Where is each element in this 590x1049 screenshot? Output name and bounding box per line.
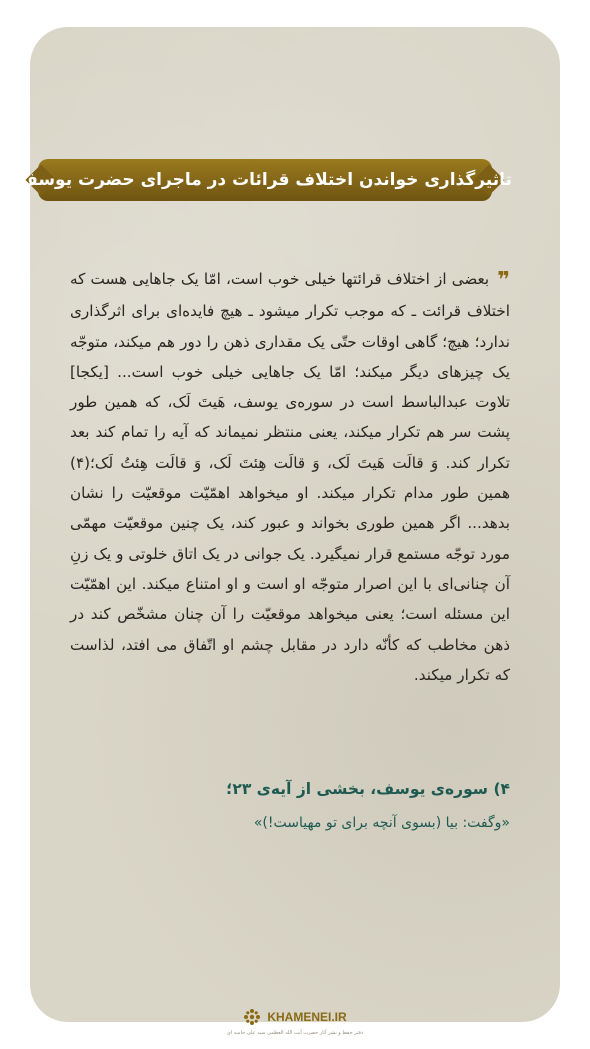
verse-reference: ۴) سوره‌ی یوسف، بخشی از آیه‌ی ۲۳؛ xyxy=(226,780,510,798)
quote-mark-icon: ❞ xyxy=(497,268,510,293)
quote-body xyxy=(70,264,510,690)
verse-translation: «وگفت: بیا (بسوی آنچه برای تو مهیاست!)» xyxy=(253,815,510,831)
page-title: تاثیرگذاری خواندن اختلاف قرائات در ماجرای حضرت یوسف xyxy=(18,170,512,190)
khamenei-logo-icon xyxy=(243,1008,261,1026)
logo-text: KHAMENEI.IR xyxy=(267,1010,347,1024)
footer xyxy=(0,1008,590,1026)
footer-subtitle: دفتر حفظ و نشر آثار حضرت آیت الله العظمی سید علی خامنه ای xyxy=(226,1030,364,1036)
quote-text: بعضی از اختلاف قرائتها خیلی خوب است، امّا یک جاهایی هست که اختلاف قرائت ـ که موجب تکرار میشود ـ هیچ فایده‌ای برای اثرگذاری ندارد؛ هیچ؛ گاهی اوقات حتّی یک مقداری ذهن را دور هم میکند، متوجّه یک چیزهای دیگر میکند؛ امّا یک جاهایی خیلی خوب است... [یکجا] تلاوت عبدالباسط است در سوره‌ی یوسف، هَیتَ لَک، که همین طور پشت سر هم تکرار میکند، یعنی منتظر نمیماند که آیه را تمام کند بعد تکرار کند. وَ قالَت هَیتَ لَک، وَ قالَت هِئتَ لَک، وَ قالَت هِئتُ لَک؛(۴) همین طور مدام تکرار میکند. او میخواهد اهمّیّت موقعیّت را نشان بدهد... اگر همین طوری بخواند و عبور کند، یک چنین موقعیّت مهمّی مورد توجّه مستمع قرار نمیگیرد. یک جوانی در یک اتاق خلوتی و یک زنِ آن چنانی‌ای با این اصرار متوجّه او است و او امتناع میکند. این اهمّیّت این مسئله است؛ یعنی میخواهد موقعیّت را آن چنان مشخّص کند در ذهن مخاطب که کأنّه دارد در مقابل چشم او اتّفاق می افتد، لذاست که تکرار میکند. xyxy=(70,270,510,684)
title-banner xyxy=(18,159,512,201)
site-logo[interactable] xyxy=(243,1008,346,1026)
